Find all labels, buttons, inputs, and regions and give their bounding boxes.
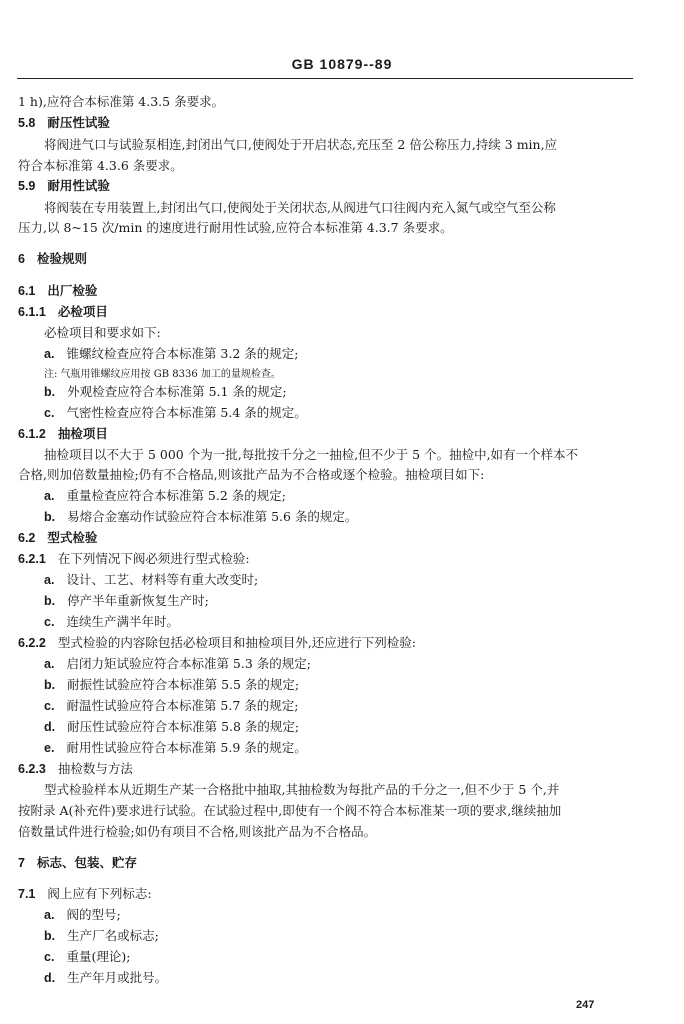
note-line: 注: 气瓶用锥螺纹应用按 GB 8336 加工的量规检查。	[44, 369, 281, 380]
text-line: 1 h),应符合本标准第 4.3.5 条要求。	[18, 94, 225, 109]
section-heading-5-9: 5.9 耐用性试验	[18, 179, 110, 193]
text-line: 按附录 A(补充件)要求进行试验。在试验过程中,即使有一个阀不符合本标准某一项的要求,继续抽加	[18, 803, 562, 818]
list-item: d. 耐压性试验应符合本标准第 5.8 条的规定;	[44, 719, 300, 734]
list-item: c. 耐温性试验应符合本标准第 5.7 条的规定;	[44, 698, 299, 713]
section-heading-5-8: 5.8 耐压性试验	[18, 116, 110, 130]
text-line: 合格,则加倍数量抽检;仍有不合格品,则该批产品为不合格或逐个检验。抽检项目如下:	[18, 467, 485, 482]
text-line: 倍数量试件进行检验;如仍有项目不合格,则该批产品为不合格品。	[18, 824, 377, 839]
list-item: c. 重量(理论);	[44, 949, 131, 964]
section-heading-6-2: 6.2 型式检验	[18, 531, 98, 545]
list-item: c. 气密性检查应符合本标准第 5.4 条的规定。	[44, 405, 307, 420]
text-line: 型式检验样本从近期生产某一合格批中抽取,其抽检数为每批产品的千分之一,但不少于 5 个,并	[44, 782, 560, 797]
text-line: 将阀进气口与试验泵相连,封闭出气口,使阀处于开启状态,充压至 2 倍公称压力,持续 3 min,应	[44, 137, 558, 152]
list-item: d. 生产年月或批号。	[44, 970, 168, 985]
header-rule	[17, 78, 633, 79]
text-line: 必检项目和要求如下:	[44, 325, 161, 340]
section-heading-6-1: 6.1 出厂检验	[18, 284, 98, 298]
list-item: a. 设计、工艺、材料等有重大改变时;	[44, 572, 259, 587]
list-item: a. 重量检查应符合本标准第 5.2 条的规定;	[44, 488, 286, 503]
text-line: 将阀装在专用装置上,封闭出气口,使阀处于关闭状态,从阀进气口往阀内充入氮气或空气至公称	[44, 200, 556, 215]
list-item: b. 易熔合金塞动作试验应符合本标准第 5.6 条的规定。	[44, 509, 358, 524]
subsection-6-2-2: 6.2.2 型式检验的内容除包括必检项目和抽检项目外,还应进行下列检验:	[18, 635, 416, 650]
chapter-heading-6: 6 检验规则	[18, 252, 87, 266]
list-item: b. 停产半年重新恢复生产时;	[44, 593, 209, 608]
list-item: c. 连续生产满半年时。	[44, 614, 179, 629]
list-item: b. 生产厂名或标志;	[44, 928, 159, 943]
page-header-code: GB 10879--89	[291, 56, 393, 72]
list-item: a. 阀的型号;	[44, 907, 121, 922]
text-line: 压力,以 8~15 次/min 的速度进行耐用性试验,应符合本标准第 4.3.7 条要求。	[18, 220, 453, 235]
page-number: 247	[576, 999, 595, 1011]
list-item: b. 外观检查应符合本标准第 5.1 条的规定;	[44, 384, 287, 399]
section-heading-6-1-2: 6.1.2 抽检项目	[18, 427, 108, 441]
section-heading-6-1-1: 6.1.1 必检项目	[18, 305, 108, 319]
subsection-6-2-1: 6.2.1 在下列情况下阀必须进行型式检验:	[18, 551, 250, 566]
list-item: b. 耐振性试验应符合本标准第 5.5 条的规定;	[44, 677, 300, 692]
list-item: e. 耐用性试验应符合本标准第 5.9 条的规定。	[44, 740, 307, 755]
list-item: a. 锥螺纹检查应符合本标准第 3.2 条的规定;	[44, 346, 299, 361]
list-item: a. 启闭力矩试验应符合本标准第 5.3 条的规定;	[44, 656, 311, 671]
chapter-heading-7: 7 标志、包装、贮存	[18, 856, 137, 870]
subsection-7-1: 7.1 阀上应有下列标志:	[18, 886, 152, 901]
text-line: 抽检项目以不大于 5 000 个为一批,每批按千分之一抽检,但不少于 5 个。抽检中,如有一个样本不	[44, 447, 579, 462]
text-line: 符合本标准第 4.3.6 条要求。	[18, 158, 183, 173]
subsection-6-2-3: 6.2.3 抽检数与方法	[18, 761, 133, 776]
